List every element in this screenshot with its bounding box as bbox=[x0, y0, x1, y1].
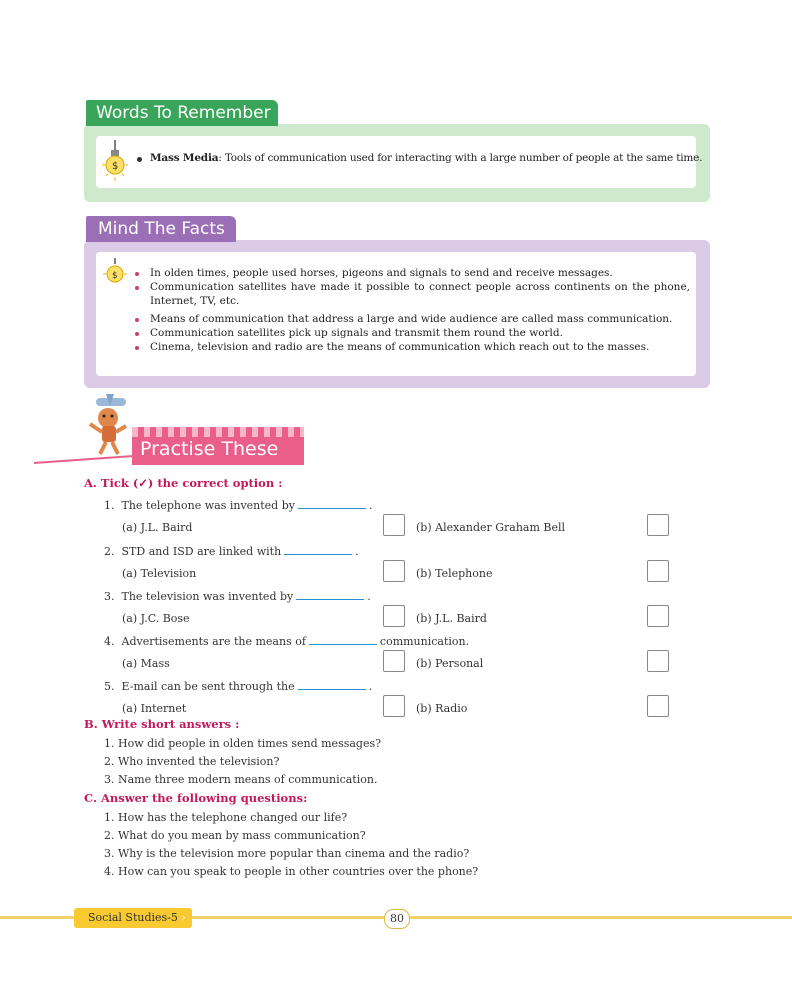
option-b: (b) Alexander Graham Bell bbox=[416, 521, 566, 534]
option-b-checkbox[interactable] bbox=[647, 695, 669, 717]
q-num: 1. bbox=[104, 499, 115, 512]
option-a-checkbox[interactable] bbox=[383, 514, 405, 536]
lightbulb-icon bbox=[102, 258, 128, 292]
section-c-heading: C. Answer the following questions: bbox=[84, 791, 308, 805]
bullet bbox=[137, 157, 142, 162]
words-to-remember-entry bbox=[150, 152, 702, 164]
bullet bbox=[135, 332, 139, 336]
practise-these-title: Practise These bbox=[132, 427, 304, 465]
option-a: (a) J.C. Bose bbox=[122, 612, 190, 625]
mascot-airplane-illustration bbox=[78, 392, 136, 458]
q-text: Advertisements are the means of bbox=[121, 635, 306, 648]
question-a2 bbox=[104, 544, 359, 558]
section-b-heading: B. Write short answers : bbox=[84, 717, 240, 731]
q-tail: . bbox=[355, 545, 359, 558]
section-a-heading: A. Tick (✓) the correct option : bbox=[84, 476, 283, 490]
lightbulb-icon bbox=[100, 140, 130, 188]
option-a-checkbox[interactable] bbox=[383, 605, 405, 627]
option-b: (b) Telephone bbox=[416, 567, 493, 580]
option-b: (b) Radio bbox=[416, 702, 468, 715]
option-a: (a) Television bbox=[122, 567, 197, 580]
banner-stripe bbox=[132, 427, 304, 437]
answer-blank bbox=[298, 679, 366, 690]
option-b-checkbox[interactable] bbox=[647, 605, 669, 627]
fact-3: Means of communication that address a large and wide audience are called mass communication. bbox=[150, 313, 673, 325]
book-title: Social Studies-5 bbox=[88, 911, 178, 924]
definition: : Tools of communication used for interacting with a large number of people at the same time. bbox=[218, 152, 703, 164]
option-b-checkbox[interactable] bbox=[647, 514, 669, 536]
question-a1 bbox=[104, 498, 372, 512]
answer-blank bbox=[309, 634, 377, 645]
page-number: 80 bbox=[384, 909, 410, 929]
option-a-checkbox[interactable] bbox=[383, 560, 405, 582]
q-text: STD and ISD are linked with bbox=[121, 545, 282, 558]
fact-5: Cinema, television and radio are the means of communication which reach out to the masses. bbox=[150, 341, 650, 353]
answer-blank bbox=[284, 544, 352, 555]
question-a4 bbox=[104, 634, 469, 648]
answer-blank bbox=[298, 498, 366, 509]
svg-text:$: $ bbox=[112, 271, 118, 281]
q-tail: . bbox=[368, 499, 373, 512]
question-a3 bbox=[104, 589, 371, 603]
question-a5 bbox=[104, 679, 372, 693]
option-a-checkbox[interactable] bbox=[383, 650, 405, 672]
chevron-right-icon: › bbox=[181, 911, 186, 924]
term: Mass Media bbox=[150, 152, 219, 164]
option-b: (b) J.L. Baird bbox=[416, 612, 487, 625]
option-a: (a) Mass bbox=[122, 657, 170, 670]
question-b3: 3. Name three modern means of communication. bbox=[104, 773, 378, 786]
footer-book-title bbox=[74, 908, 192, 928]
question-c3: 3. Why is the television more popular than cinema and the radio? bbox=[104, 847, 470, 860]
svg-text:$: $ bbox=[112, 161, 119, 172]
fact-4: Communication satellites pick up signals and transmit them round the world. bbox=[150, 327, 563, 339]
question-b1: 1. How did people in olden times send messages? bbox=[104, 737, 382, 750]
q-text: E-mail can be sent through the bbox=[121, 680, 295, 693]
option-a-checkbox[interactable] bbox=[383, 695, 405, 717]
q-text: The telephone was invented by bbox=[121, 499, 295, 512]
question-c2: 2. What do you mean by mass communication? bbox=[104, 829, 366, 842]
q-tail: . bbox=[368, 680, 373, 693]
option-b: (b) Personal bbox=[416, 657, 484, 670]
q-num: 5. bbox=[104, 680, 115, 693]
q-num: 3. bbox=[104, 590, 115, 603]
bullet bbox=[135, 286, 139, 290]
bullet bbox=[135, 272, 139, 276]
question-c1: 1. How has the telephone changed our life? bbox=[104, 811, 348, 824]
option-b-checkbox[interactable] bbox=[647, 650, 669, 672]
option-a: (a) J.L. Baird bbox=[122, 521, 193, 534]
question-c4: 4. How can you speak to people in other countries over the phone? bbox=[104, 865, 479, 878]
q-text: The television was invented by bbox=[121, 590, 294, 603]
option-b-checkbox[interactable] bbox=[647, 560, 669, 582]
question-b2: 2. Who invented the television? bbox=[104, 755, 280, 768]
mind-the-facts-title: Mind The Facts bbox=[86, 216, 236, 242]
q-num: 2. bbox=[104, 545, 115, 558]
option-a: (a) Internet bbox=[122, 702, 187, 715]
fact-1: In olden times, people used horses, pigeons and signals to send and receive messages. bbox=[150, 267, 613, 279]
fact-2: Communication satellites have made it possible to connect people across continents on the phone, Internet, TV, etc. bbox=[150, 281, 690, 307]
bullet bbox=[135, 318, 139, 322]
q-num: 4. bbox=[104, 635, 115, 648]
words-to-remember-title: Words To Remember bbox=[86, 100, 278, 126]
answer-blank bbox=[296, 589, 364, 600]
bullet bbox=[135, 346, 139, 350]
q-tail: communication. bbox=[379, 635, 470, 648]
q-tail: . bbox=[367, 590, 371, 603]
